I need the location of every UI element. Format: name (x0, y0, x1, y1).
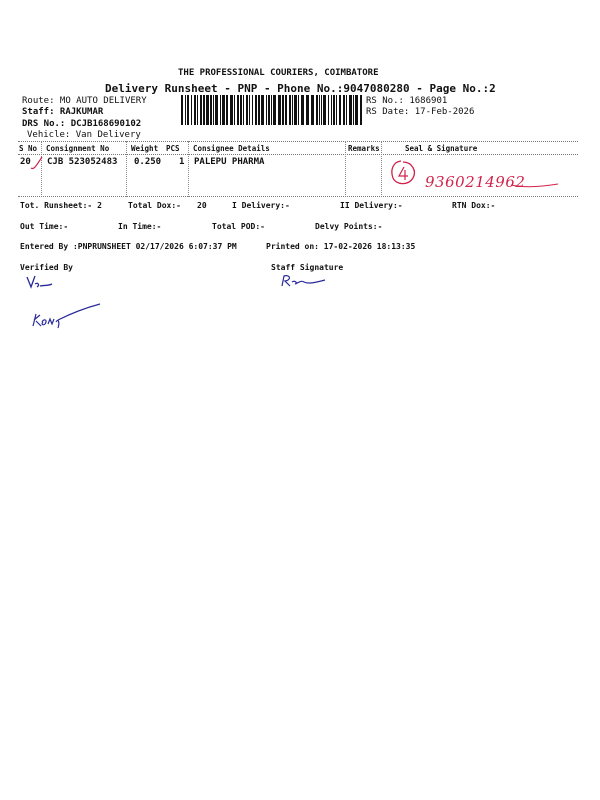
handwritten-phone: 9360214962 (425, 173, 526, 191)
total-dox-label: Total Dox:- (128, 201, 181, 210)
col-divider (188, 141, 189, 197)
col-header-seal: Seal & Signature (405, 144, 478, 153)
col-header-sno: S No (19, 144, 38, 153)
col-header-pcs: PCS (166, 144, 180, 153)
col-divider (381, 141, 382, 197)
col-header-consignment: Consignment No (46, 144, 110, 153)
verifier-signature (26, 274, 54, 290)
entered-by: Entered By :PNPRUNSHEET 02/17/2026 6:07:37 PM (20, 242, 237, 251)
rs-date: RS Date: 17-Feb-2026 (366, 107, 475, 117)
col-divider (345, 141, 346, 197)
company-title: THE PROFESSIONAL COURIERS, COIMBATORE (178, 68, 379, 78)
staff-signature-label: Staff Signature (271, 263, 344, 272)
table-bottom-rule (18, 196, 578, 197)
row-consignee: PALEPU PHARMA (194, 157, 265, 167)
handwritten-initials (30, 302, 102, 330)
tot-runsheet: Tot. Runsheet:- 2 (20, 201, 102, 210)
route-line: Route: MO AUTO DELIVERY (22, 96, 147, 106)
runsheet-title: Delivery Runsheet - PNP - Phone No.:9047080280 - Page No.:2 (105, 82, 496, 95)
printed-on: Printed on: 17-02-2026 18:13:35 (266, 242, 416, 251)
col-header-weight: Weight (131, 144, 159, 153)
row-consignment-no: CJB 523052483 (47, 157, 118, 167)
total-pod: Total POD:- (212, 222, 265, 231)
in-time: In Time:- (118, 222, 162, 231)
row-weight: 0.250 (134, 157, 162, 167)
vehicle-line: Vehicle: Van Delivery (27, 130, 141, 140)
i-delivery: I Delivery:- (232, 201, 290, 210)
rtn-dox: RTN Dox:- (452, 201, 496, 210)
col-header-consignee: Consignee Details (193, 144, 270, 153)
col-divider (126, 141, 127, 197)
verified-by-label: Verified By (20, 263, 73, 272)
staff-signature (280, 274, 328, 288)
circled-mark-icon (388, 158, 418, 188)
row-sno: 20 (20, 157, 31, 167)
staff-line: Staff: RAJKUMAR (22, 107, 104, 117)
ii-delivery: II Delivery:- (340, 201, 403, 210)
total-dox-value: 20 (197, 201, 207, 210)
out-time: Out Time:- (20, 222, 69, 231)
pen-stroke (510, 181, 560, 189)
col-header-remarks: Remarks (348, 144, 380, 153)
row-pcs: 1 (179, 157, 185, 167)
tick-mark-icon (30, 156, 44, 172)
rs-number: RS No.: 1686901 (366, 96, 448, 106)
delvy-points: Delvy Points:- (315, 222, 383, 231)
table-top-rule (18, 141, 578, 142)
drs-number: DRS No.: DCJB168690102 (22, 119, 142, 129)
barcode (181, 95, 363, 125)
table-header-rule (18, 154, 578, 155)
